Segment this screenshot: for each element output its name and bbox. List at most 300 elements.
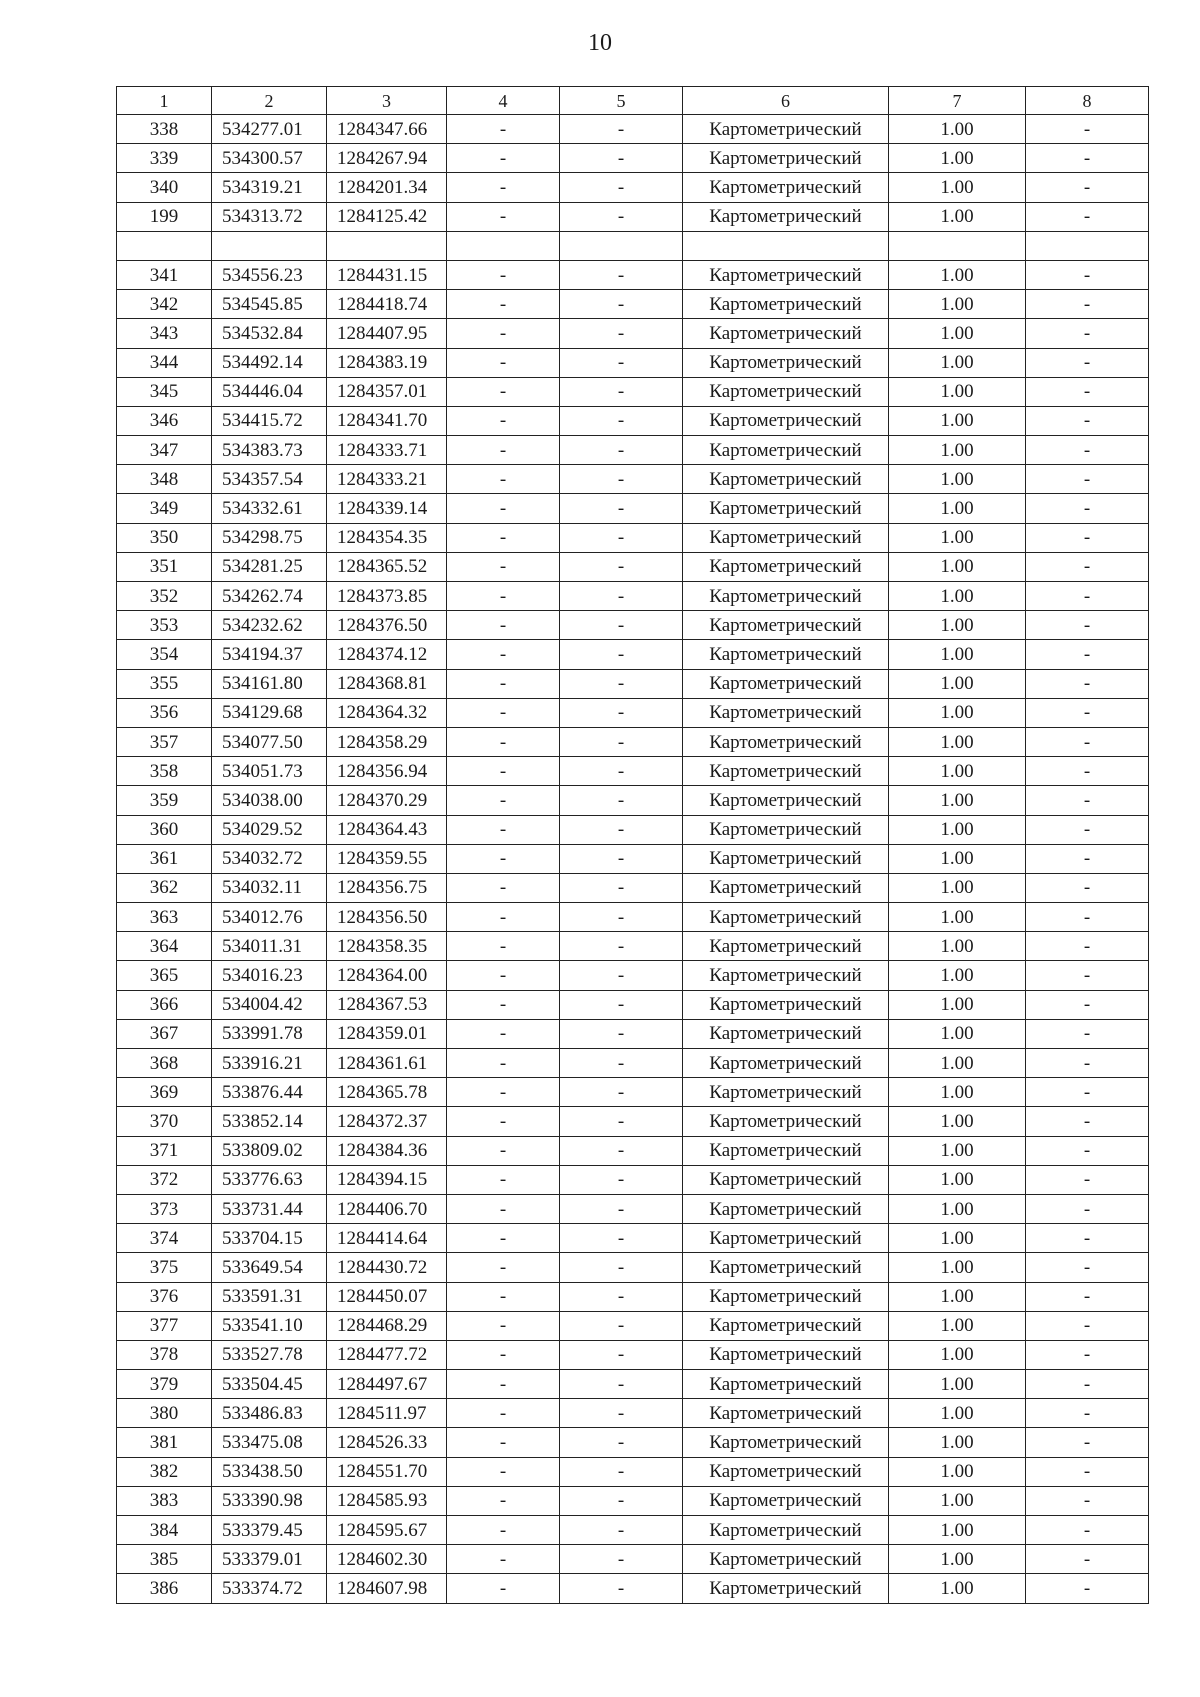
col-8-value: - (1026, 319, 1149, 348)
point-number: 354 (117, 640, 212, 669)
col-4-value: - (447, 1340, 560, 1369)
accuracy: 1.00 (889, 552, 1026, 581)
col-8-value: - (1026, 173, 1149, 202)
col-8-value: - (1026, 290, 1149, 319)
column-header: 8 (1026, 87, 1149, 115)
point-number: 344 (117, 348, 212, 377)
col-4-value: - (447, 1399, 560, 1428)
column-header: 3 (327, 87, 447, 115)
x-coordinate: 533374.72 (212, 1574, 327, 1603)
col-4-value: - (447, 260, 560, 289)
table-row (117, 1078, 1149, 1107)
col-5-value: - (560, 173, 683, 202)
method: Картометрический (683, 1545, 889, 1574)
table-row (117, 231, 1149, 260)
col-8-value: - (1026, 377, 1149, 406)
point-number: 365 (117, 961, 212, 990)
method: Картометрический (683, 757, 889, 786)
point-number: 339 (117, 144, 212, 173)
y-coordinate: 1284364.00 (327, 961, 447, 990)
y-coordinate: 1284407.95 (327, 319, 447, 348)
col-4-value: - (447, 1136, 560, 1165)
col-8-value: - (1026, 1136, 1149, 1165)
col-4-value: - (447, 640, 560, 669)
x-coordinate: 534004.42 (212, 990, 327, 1019)
accuracy: 1.00 (889, 669, 1026, 698)
x-coordinate: 534277.01 (212, 115, 327, 144)
col-8-value: - (1026, 815, 1149, 844)
x-coordinate: 533776.63 (212, 1165, 327, 1194)
col-4-value: - (447, 1194, 560, 1223)
page-number: 10 (588, 30, 612, 56)
col-5-value: - (560, 1194, 683, 1223)
col-4-value: - (447, 903, 560, 932)
x-coordinate: 534051.73 (212, 757, 327, 786)
column-header: 4 (447, 87, 560, 115)
method: Картометрический (683, 1457, 889, 1486)
col-5-value: - (560, 1078, 683, 1107)
accuracy: 1.00 (889, 1078, 1026, 1107)
table-row (117, 377, 1149, 406)
x-coordinate: 533731.44 (212, 1194, 327, 1223)
method: Картометрический (683, 1078, 889, 1107)
y-coordinate: 1284383.19 (327, 348, 447, 377)
accuracy (889, 231, 1026, 260)
x-coordinate: 533876.44 (212, 1078, 327, 1107)
accuracy: 1.00 (889, 815, 1026, 844)
accuracy: 1.00 (889, 202, 1026, 231)
y-coordinate: 1284365.78 (327, 1078, 447, 1107)
point-number: 349 (117, 494, 212, 523)
method: Картометрический (683, 582, 889, 611)
col-8-value: - (1026, 844, 1149, 873)
y-coordinate: 1284125.42 (327, 202, 447, 231)
col-8-value: - (1026, 1428, 1149, 1457)
method: Картометрический (683, 115, 889, 144)
table-row (117, 173, 1149, 202)
x-coordinate: 534332.61 (212, 494, 327, 523)
col-4-value: - (447, 1545, 560, 1574)
col-4-value: - (447, 669, 560, 698)
method: Картометрический (683, 348, 889, 377)
method: Картометрический (683, 1107, 889, 1136)
table-body (117, 87, 1149, 1604)
y-coordinate: 1284354.35 (327, 523, 447, 552)
point-number: 343 (117, 319, 212, 348)
y-coordinate: 1284373.85 (327, 582, 447, 611)
method: Картометрический (683, 786, 889, 815)
col-5-value: - (560, 640, 683, 669)
col-8-value: - (1026, 202, 1149, 231)
accuracy: 1.00 (889, 465, 1026, 494)
accuracy: 1.00 (889, 1311, 1026, 1340)
table-row (117, 961, 1149, 990)
table-row (117, 669, 1149, 698)
col-5-value: - (560, 1107, 683, 1136)
accuracy: 1.00 (889, 348, 1026, 377)
point-number: 341 (117, 260, 212, 289)
y-coordinate: 1284370.29 (327, 786, 447, 815)
col-5-value: - (560, 1049, 683, 1078)
y-coordinate: 1284431.15 (327, 260, 447, 289)
accuracy: 1.00 (889, 1136, 1026, 1165)
method: Картометрический (683, 815, 889, 844)
col-8-value: - (1026, 1545, 1149, 1574)
y-coordinate: 1284358.35 (327, 932, 447, 961)
y-coordinate: 1284526.33 (327, 1428, 447, 1457)
y-coordinate: 1284497.67 (327, 1370, 447, 1399)
table-row (117, 640, 1149, 669)
accuracy: 1.00 (889, 115, 1026, 144)
col-5-value: - (560, 260, 683, 289)
col-4-value: - (447, 1370, 560, 1399)
point-number: 378 (117, 1340, 212, 1369)
col-4-value: - (447, 844, 560, 873)
y-coordinate: 1284418.74 (327, 290, 447, 319)
x-coordinate: 534016.23 (212, 961, 327, 990)
x-coordinate: 533991.78 (212, 1019, 327, 1048)
col-5-value: - (560, 961, 683, 990)
col-5-value: - (560, 1340, 683, 1369)
col-8-value: - (1026, 757, 1149, 786)
column-header: 2 (212, 87, 327, 115)
column-header: 6 (683, 87, 889, 115)
point-number: 340 (117, 173, 212, 202)
table-row (117, 698, 1149, 727)
table-row (117, 1194, 1149, 1223)
col-4-value: - (447, 1224, 560, 1253)
col-8-value: - (1026, 990, 1149, 1019)
table-row (117, 1224, 1149, 1253)
point-number: 384 (117, 1516, 212, 1545)
table-row (117, 611, 1149, 640)
col-4-value: - (447, 115, 560, 144)
table-row (117, 815, 1149, 844)
column-header: 7 (889, 87, 1026, 115)
table-row (117, 348, 1149, 377)
col-8-value: - (1026, 436, 1149, 465)
method: Картометрический (683, 1224, 889, 1253)
table-row (117, 406, 1149, 435)
col-4-value: - (447, 1574, 560, 1603)
table-row (117, 1282, 1149, 1311)
point-number: 373 (117, 1194, 212, 1223)
column-header: 1 (117, 87, 212, 115)
col-4-value: - (447, 144, 560, 173)
method: Картометрический (683, 932, 889, 961)
y-coordinate (327, 231, 447, 260)
accuracy: 1.00 (889, 436, 1026, 465)
col-8-value: - (1026, 932, 1149, 961)
method: Картометрический (683, 202, 889, 231)
point-number: 385 (117, 1545, 212, 1574)
col-8-value: - (1026, 1049, 1149, 1078)
x-coordinate: 534298.75 (212, 523, 327, 552)
table-row (117, 786, 1149, 815)
x-coordinate: 534032.72 (212, 844, 327, 873)
col-8-value: - (1026, 494, 1149, 523)
x-coordinate: 533916.21 (212, 1049, 327, 1078)
point-number: 355 (117, 669, 212, 698)
point-number: 361 (117, 844, 212, 873)
col-4-value: - (447, 465, 560, 494)
y-coordinate: 1284365.52 (327, 552, 447, 581)
point-number: 367 (117, 1019, 212, 1048)
col-8-value: - (1026, 1340, 1149, 1369)
point-number: 356 (117, 698, 212, 727)
col-5-value: - (560, 815, 683, 844)
col-8-value: - (1026, 1165, 1149, 1194)
col-8-value: - (1026, 1194, 1149, 1223)
table-row (117, 1136, 1149, 1165)
col-4-value: - (447, 990, 560, 1019)
col-5-value: - (560, 494, 683, 523)
col-5-value: - (560, 202, 683, 231)
accuracy: 1.00 (889, 1019, 1026, 1048)
table-row (117, 1019, 1149, 1048)
col-8-value: - (1026, 640, 1149, 669)
col-4-value: - (447, 377, 560, 406)
x-coordinate: 533809.02 (212, 1136, 327, 1165)
accuracy: 1.00 (889, 1049, 1026, 1078)
accuracy: 1.00 (889, 290, 1026, 319)
method: Картометрический (683, 1486, 889, 1515)
col-8-value: - (1026, 611, 1149, 640)
x-coordinate: 534281.25 (212, 552, 327, 581)
point-number: 338 (117, 115, 212, 144)
point-number: 369 (117, 1078, 212, 1107)
col-4-value: - (447, 1311, 560, 1340)
x-coordinate: 533541.10 (212, 1311, 327, 1340)
y-coordinate: 1284361.61 (327, 1049, 447, 1078)
col-8-value: - (1026, 260, 1149, 289)
y-coordinate: 1284376.50 (327, 611, 447, 640)
x-coordinate: 533852.14 (212, 1107, 327, 1136)
table-row (117, 202, 1149, 231)
point-number: 372 (117, 1165, 212, 1194)
method: Картометрический (683, 1136, 889, 1165)
col-5-value: - (560, 1574, 683, 1603)
point-number: 345 (117, 377, 212, 406)
col-5-value: - (560, 786, 683, 815)
table-row (117, 465, 1149, 494)
x-coordinate: 534300.57 (212, 144, 327, 173)
col-4-value: - (447, 727, 560, 756)
y-coordinate: 1284339.14 (327, 494, 447, 523)
y-coordinate: 1284368.81 (327, 669, 447, 698)
point-number: 374 (117, 1224, 212, 1253)
x-coordinate: 534032.11 (212, 873, 327, 902)
col-4-value: - (447, 319, 560, 348)
col-4-value: - (447, 1253, 560, 1282)
point-number: 358 (117, 757, 212, 786)
accuracy: 1.00 (889, 173, 1026, 202)
table-row (117, 903, 1149, 932)
y-coordinate: 1284333.71 (327, 436, 447, 465)
table-row (117, 1340, 1149, 1369)
col-5-value: - (560, 115, 683, 144)
table-row (117, 844, 1149, 873)
x-coordinate: 534492.14 (212, 348, 327, 377)
col-5-value: - (560, 873, 683, 902)
col-4-value: - (447, 348, 560, 377)
accuracy: 1.00 (889, 990, 1026, 1019)
accuracy: 1.00 (889, 1457, 1026, 1486)
col-8-value: - (1026, 698, 1149, 727)
accuracy: 1.00 (889, 260, 1026, 289)
accuracy: 1.00 (889, 523, 1026, 552)
y-coordinate: 1284359.55 (327, 844, 447, 873)
accuracy: 1.00 (889, 1399, 1026, 1428)
col-8-value: - (1026, 1399, 1149, 1428)
point-number (117, 231, 212, 260)
x-coordinate: 533379.45 (212, 1516, 327, 1545)
col-4-value: - (447, 786, 560, 815)
y-coordinate: 1284356.94 (327, 757, 447, 786)
col-5-value: - (560, 727, 683, 756)
method: Картометрический (683, 465, 889, 494)
accuracy: 1.00 (889, 1194, 1026, 1223)
method: Картометрический (683, 494, 889, 523)
col-5-value: - (560, 436, 683, 465)
point-number: 364 (117, 932, 212, 961)
y-coordinate: 1284468.29 (327, 1311, 447, 1340)
point-number: 383 (117, 1486, 212, 1515)
x-coordinate: 534194.37 (212, 640, 327, 669)
col-8-value: - (1026, 1574, 1149, 1603)
col-8-value: - (1026, 465, 1149, 494)
accuracy: 1.00 (889, 903, 1026, 932)
col-5-value: - (560, 1457, 683, 1486)
method: Картометрический (683, 961, 889, 990)
table-row (117, 727, 1149, 756)
point-number: 348 (117, 465, 212, 494)
method: Картометрический (683, 669, 889, 698)
col-4-value: - (447, 873, 560, 902)
table-row (117, 1486, 1149, 1515)
point-number: 363 (117, 903, 212, 932)
table-row (117, 436, 1149, 465)
col-4-value: - (447, 698, 560, 727)
accuracy: 1.00 (889, 932, 1026, 961)
method: Картометрический (683, 173, 889, 202)
x-coordinate: 534556.23 (212, 260, 327, 289)
x-coordinate: 534077.50 (212, 727, 327, 756)
point-number: 359 (117, 786, 212, 815)
table-row (117, 1253, 1149, 1282)
col-4-value: - (447, 1049, 560, 1078)
method: Картометрический (683, 903, 889, 932)
method: Картометрический (683, 1253, 889, 1282)
y-coordinate: 1284602.30 (327, 1545, 447, 1574)
point-number: 346 (117, 406, 212, 435)
x-coordinate: 533591.31 (212, 1282, 327, 1311)
accuracy: 1.00 (889, 844, 1026, 873)
x-coordinate: 534129.68 (212, 698, 327, 727)
accuracy: 1.00 (889, 1428, 1026, 1457)
accuracy: 1.00 (889, 1340, 1026, 1369)
point-number: 350 (117, 523, 212, 552)
col-8-value: - (1026, 961, 1149, 990)
y-coordinate: 1284585.93 (327, 1486, 447, 1515)
col-4-value: - (447, 757, 560, 786)
col-4-value: - (447, 406, 560, 435)
accuracy: 1.00 (889, 786, 1026, 815)
col-5-value: - (560, 523, 683, 552)
accuracy: 1.00 (889, 406, 1026, 435)
method: Картометрический (683, 1574, 889, 1603)
x-coordinate: 533379.01 (212, 1545, 327, 1574)
col-5-value: - (560, 465, 683, 494)
col-8-value: - (1026, 903, 1149, 932)
x-coordinate: 534012.76 (212, 903, 327, 932)
y-coordinate: 1284347.66 (327, 115, 447, 144)
col-5-value: - (560, 552, 683, 581)
col-4-value: - (447, 1516, 560, 1545)
y-coordinate: 1284356.50 (327, 903, 447, 932)
col-5-value: - (560, 932, 683, 961)
col-5-value: - (560, 698, 683, 727)
accuracy: 1.00 (889, 961, 1026, 990)
point-number: 381 (117, 1428, 212, 1457)
coordinates-table (116, 86, 1149, 1604)
method: Картометрический (683, 698, 889, 727)
accuracy: 1.00 (889, 1574, 1026, 1603)
point-number: 377 (117, 1311, 212, 1340)
col-4-value: - (447, 173, 560, 202)
accuracy: 1.00 (889, 144, 1026, 173)
table-row (117, 523, 1149, 552)
x-coordinate: 533438.50 (212, 1457, 327, 1486)
point-number: 370 (117, 1107, 212, 1136)
y-coordinate: 1284341.70 (327, 406, 447, 435)
y-coordinate: 1284333.21 (327, 465, 447, 494)
point-number: 199 (117, 202, 212, 231)
method: Картометрический (683, 1370, 889, 1399)
col-4-value: - (447, 815, 560, 844)
col-8-value: - (1026, 406, 1149, 435)
point-number: 360 (117, 815, 212, 844)
col-4-value: - (447, 552, 560, 581)
x-coordinate: 534319.21 (212, 173, 327, 202)
x-coordinate (212, 231, 327, 260)
table-row (117, 1107, 1149, 1136)
col-8-value: - (1026, 1457, 1149, 1486)
point-number: 386 (117, 1574, 212, 1603)
y-coordinate: 1284595.67 (327, 1516, 447, 1545)
y-coordinate: 1284356.75 (327, 873, 447, 902)
x-coordinate: 533527.78 (212, 1340, 327, 1369)
method: Картометрический (683, 377, 889, 406)
x-coordinate: 534357.54 (212, 465, 327, 494)
table-row (117, 990, 1149, 1019)
y-coordinate: 1284384.36 (327, 1136, 447, 1165)
table-row (117, 1545, 1149, 1574)
y-coordinate: 1284267.94 (327, 144, 447, 173)
method: Картометрический (683, 319, 889, 348)
accuracy: 1.00 (889, 727, 1026, 756)
table-row (117, 1370, 1149, 1399)
point-number: 380 (117, 1399, 212, 1428)
method: Картометрический (683, 1282, 889, 1311)
col-4-value: - (447, 582, 560, 611)
col-8-value: - (1026, 523, 1149, 552)
method: Картометрический (683, 844, 889, 873)
col-4-value: - (447, 1457, 560, 1486)
x-coordinate: 533704.15 (212, 1224, 327, 1253)
col-8-value: - (1026, 144, 1149, 173)
col-5-value: - (560, 1545, 683, 1574)
